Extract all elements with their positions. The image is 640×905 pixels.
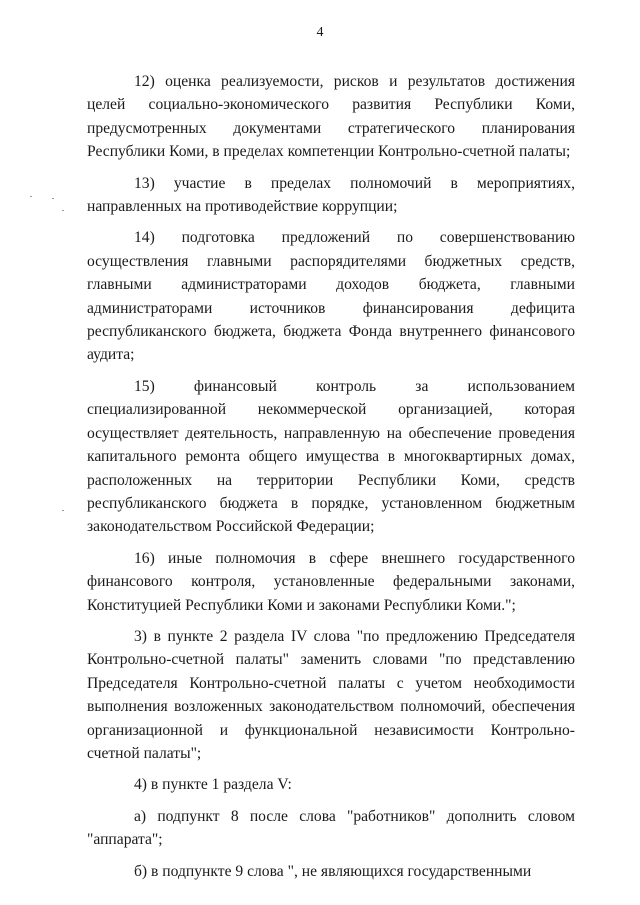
paragraph-subitem-a: а) подпункт 8 после слова "работников" дополнить словом "аппарата"; bbox=[87, 807, 575, 849]
paragraph-item-15: 15) финансовый контроль за использованием специализированной некоммерческой организацией, которая осуществляет деятельность, направленную на обеспечение проведения капитального ремонта общего имущества в многоквартирных домах, расположенных на территории Республики Коми, средств республиканского бюджета в порядке, установленном бюджетным законодательством Российской Федерации; bbox=[87, 377, 575, 536]
paragraph-amendment-3: 3) в пункте 2 раздела IV слова "по предложению Председателя Контрольно-счетной палаты" заменить словами "по представлению Председателя Контрольно-счетной палаты с учетом необходимости выполнения возложенных законодательством полномочий, обеспечения организационной и функциональной независимости Контрольно-счетной палаты"; bbox=[87, 627, 575, 762]
paragraph-item-14: 14) подготовка предложений по совершенствованию осуществления главными распорядителями бюджетных средств, главными администраторами доходов бюджета, главными администраторами источников финансирования дефицита республиканского бюджета, бюджета Фонда внутреннего финансового аудита; bbox=[87, 229, 575, 364]
scan-speck bbox=[62, 210, 64, 211]
paragraph-subitem-b: б) в подпункте 9 слова ", не являющихся государственными bbox=[134, 862, 532, 880]
paragraph-item-13: 13) участие в пределах полномочий в мероприятиях, направленных на противодействие коррупции; bbox=[87, 174, 575, 216]
paragraph-item-16: 16) иные полномочия в сфере внешнего государственного финансового контроля, установленные федеральными законами, Конституцией Республики Коми и законами Республики Коми."; bbox=[87, 549, 575, 614]
scan-speck bbox=[62, 510, 64, 511]
document-body bbox=[87, 70, 575, 891]
paragraph-amendment-4: 4) в пункте 1 раздела V: bbox=[134, 776, 292, 794]
scan-speck bbox=[30, 196, 32, 197]
page-number: 4 bbox=[316, 25, 324, 40]
paragraph-item-12: 12) оценка реализуемости, рисков и результатов достижения целей социально-экономического развития Республики Коми, предусмотренных документами стратегического планирования Республики Коми, в пределах компетенции Контрольно-счетной палаты; bbox=[87, 73, 575, 161]
scan-speck bbox=[52, 198, 54, 199]
